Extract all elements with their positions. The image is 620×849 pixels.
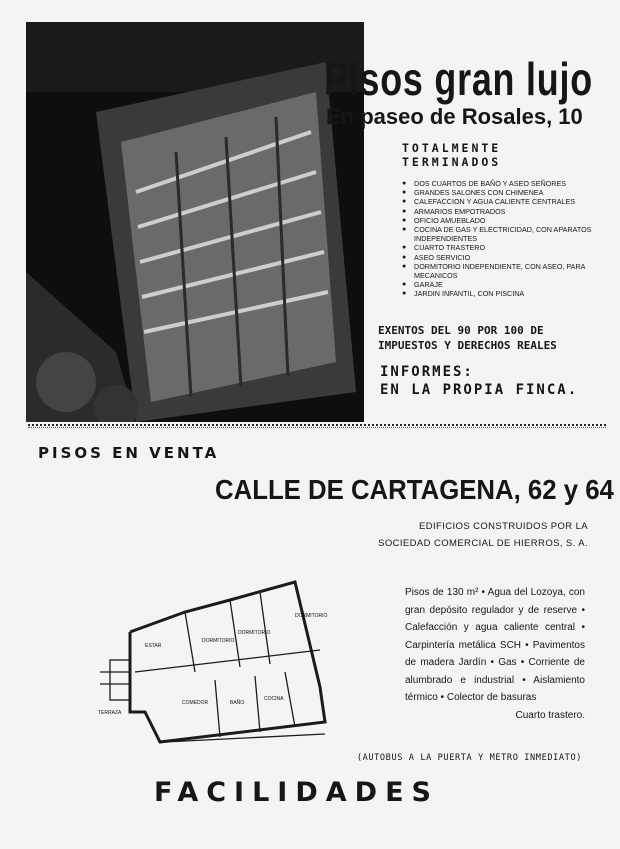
plan-label: ESTAR — [145, 643, 162, 649]
builder-line: EDIFICIOS CONSTRUIDOS POR LA — [418, 521, 588, 532]
floor-plan — [90, 572, 390, 752]
status-line: TERMINADOS — [402, 155, 502, 169]
plan-label: DORMITORIO — [238, 630, 271, 636]
description — [405, 584, 585, 724]
feature-item: ● ASEO SERVICIO — [400, 253, 604, 262]
rosales-advertisement — [26, 22, 604, 422]
feature-item: ● COCINA DE GAS Y ELECTRICIDAD, CON APARATOS INDEPENDIENTES — [400, 225, 604, 243]
cartagena-advertisement — [28, 430, 614, 830]
transport-note: (AUTOBUS A LA PUERTA Y METRO INMEDIATO) — [356, 753, 582, 763]
builder-line: SOCIEDAD COMERCIAL DE HIERROS, S. A. — [378, 538, 588, 549]
street-headline: CALLE DE CARTAGENA, 62 y 64 — [215, 474, 614, 505]
description-text: Pisos de 130 m² • Agua del Lozoya, con gran depósito regulador y de reserve • Calefacción y agua caliente central • Carpintería metálica SCH • Pavimentos de madera Jardín • Gas • Corriente de alumbrado e industrial • Aislamiento térmico • Colector de basuras — [405, 587, 585, 703]
feature-item: ● GARAJE — [400, 280, 604, 289]
status-line: TOTALMENTE — [402, 141, 502, 155]
feature-item: ● DOS CUARTOS DE BAÑO Y ASEO SEÑORES — [400, 179, 604, 188]
description-end: Cuarto trastero. — [515, 709, 585, 721]
feature-item: ● CUARTO TRASTERO — [400, 243, 604, 252]
feature-item: ● CALEFACCION Y AGUA CALIENTE CENTRALES — [400, 197, 604, 206]
plan-label: COMEDOR — [182, 700, 209, 706]
closing-banner: FACILIDADES — [154, 777, 439, 808]
plan-label: DORMITORIO — [202, 638, 235, 644]
feature-item: ● OFICIO AMUEBLADO — [400, 216, 604, 225]
status-heading — [402, 141, 501, 169]
kicker: PISOS EN VENTA — [38, 444, 220, 462]
plan-label: DORMITORIO — [295, 613, 328, 619]
tax-exemption: EXENTOS DEL 90 POR 100 DE IMPUESTOS Y DERECHOS REALES — [378, 324, 557, 352]
informes-location: EN LA PROPIA FINCA. — [380, 382, 579, 398]
feature-item: ● JARDIN INFANTIL, CON PISCINA — [400, 289, 604, 298]
feature-item: ● GRANDES SALONES CON CHIMENEA — [400, 188, 604, 197]
features-list — [400, 179, 604, 299]
informes-block — [380, 363, 578, 399]
plan-label: BAÑO — [230, 700, 245, 706]
plan-label: TERRAZA — [98, 710, 122, 716]
dotted-divider — [28, 424, 606, 428]
feature-item: ● ARMARIOS EMPOTRADOS — [400, 207, 604, 216]
builder-credit — [378, 518, 588, 552]
building-photo — [26, 22, 364, 422]
plan-label: COCINA — [264, 696, 284, 702]
informes-heading: INFORMES: — [380, 364, 474, 380]
feature-item: ● DORMITORIO INDEPENDIENTE, CON ASEO, PARA MECANICOS — [400, 262, 604, 280]
address-subtitle: En paseo de Rosales, 10 — [326, 104, 583, 129]
headline: Pisos gran lujo — [324, 53, 593, 105]
